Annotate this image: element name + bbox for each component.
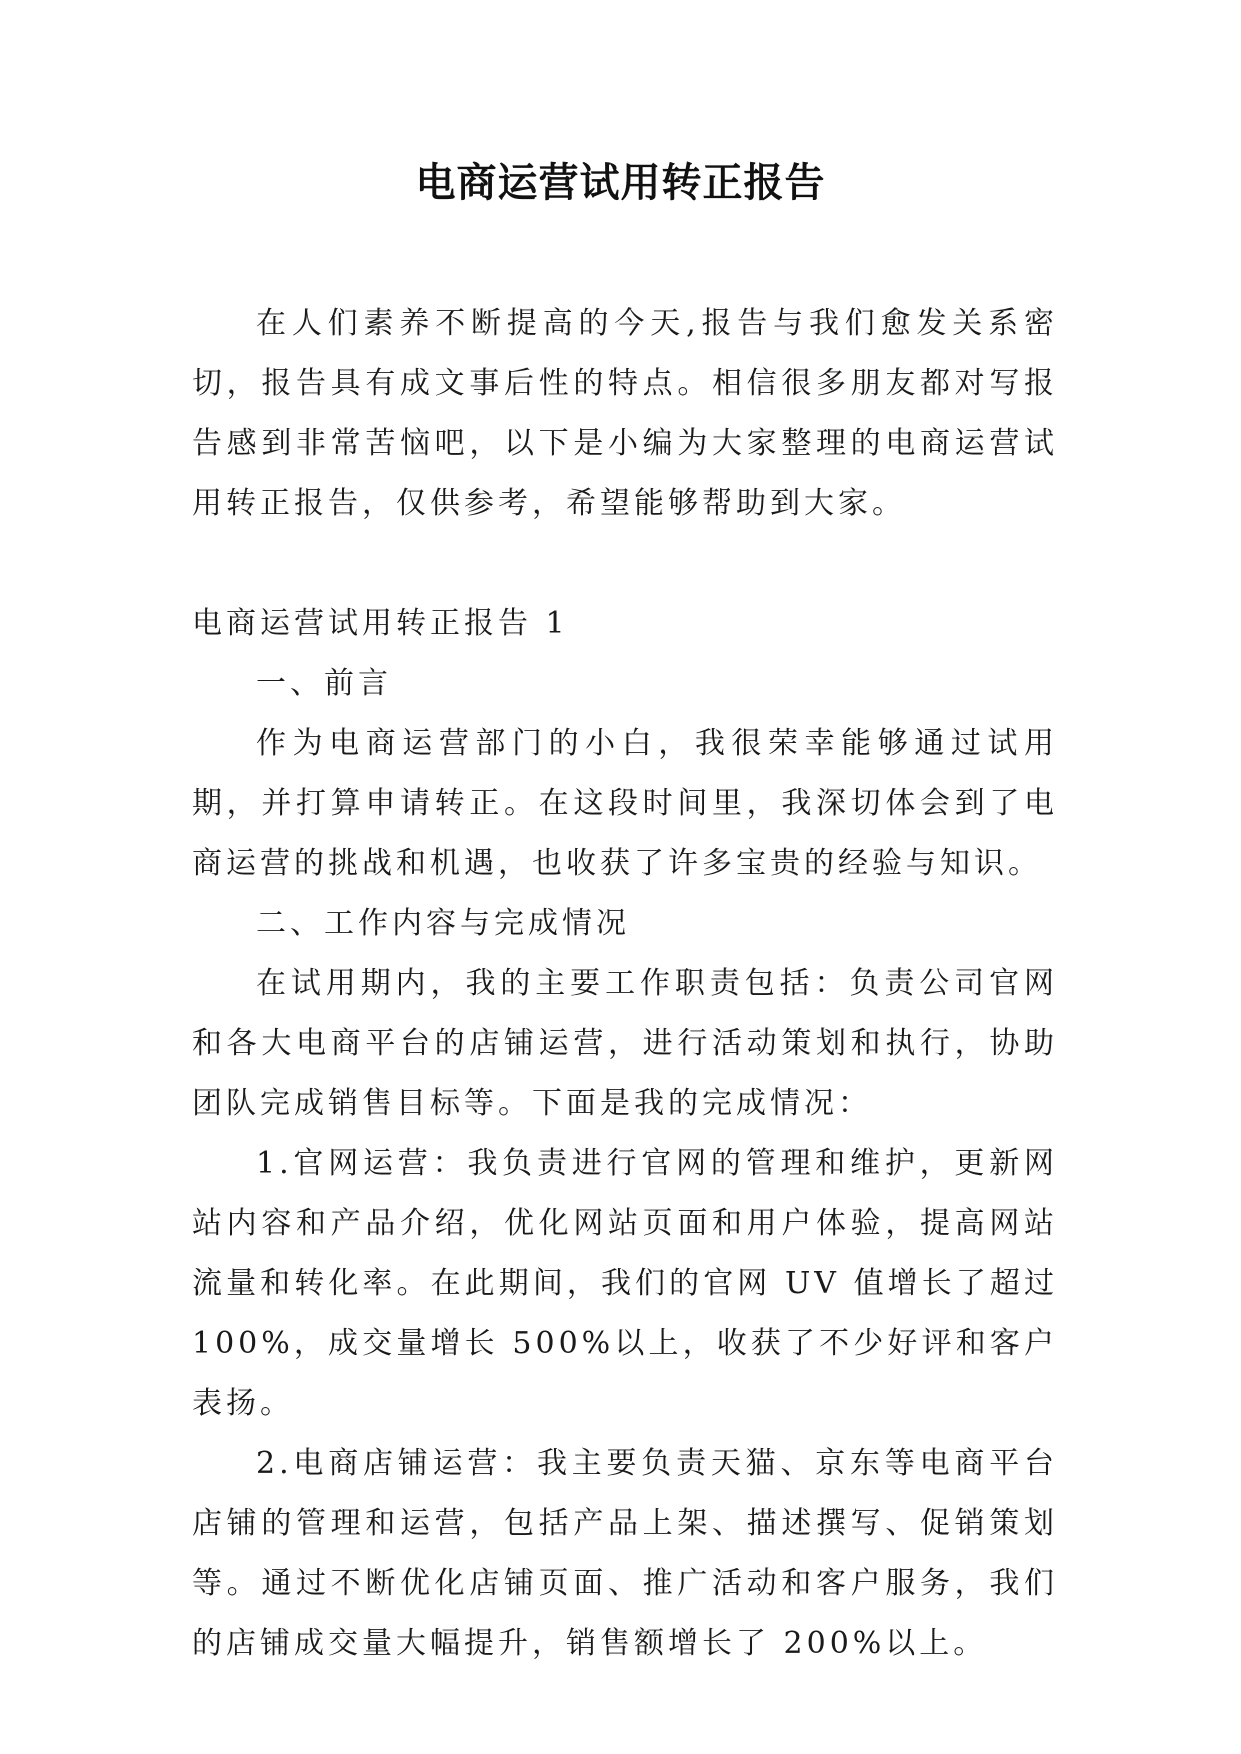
list-item-store-operations: 2.电商店铺运营：我主要负责天猫、京东等电商平台店铺的管理和运营，包括产品上架、描述撰写、促销策划等。通过不断优化店铺页面、推广活动和客户服务，我们的店铺成交量大幅提升，销售额增长了 200%以上。: [192, 1446, 1058, 1661]
paragraph-work-content: 在试用期内，我的主要工作职责包括：负责公司官网和各大电商平台的店铺运营，进行活动策划和执行，协助团队完成销售目标等。下面是我的完成情况：: [192, 966, 1058, 1121]
document-body: [192, 294, 1058, 1674]
document-title: 电商运营试用转正报告: [415, 159, 826, 206]
paragraph-preface: 作为电商运营部门的小白，我很荣幸能够通过试用期，并打算申请转正。在这段时间里，我深切体会到了电商运营的挑战和机遇，也收获了许多宝贵的经验与知识。: [192, 726, 1058, 881]
heading-preface: 一、前言: [256, 666, 392, 701]
list-item-website-operations: 1.官网运营：我负责进行官网的管理和维护，更新网站内容和产品介绍，优化网站页面和用户体验，提高网站流量和转化率。在此期间，我们的官网 UV 值增长了超过 100%，成交量增长 500%以上，收获了不少好评和客户表扬。: [192, 1146, 1058, 1421]
spacer: [192, 534, 1058, 594]
intro-paragraph: 在人们素养不断提高的今天,报告与我们愈发关系密切，报告具有成文事后性的特点。相信很多朋友都对写报告感到非常苦恼吧，以下是小编为大家整理的电商运营试用转正报告，仅供参考，希望能够帮助到大家。: [192, 306, 1058, 521]
heading-work-content: 二、工作内容与完成情况: [256, 906, 630, 941]
section-title: 电商运营试用转正报告 1: [192, 606, 569, 641]
